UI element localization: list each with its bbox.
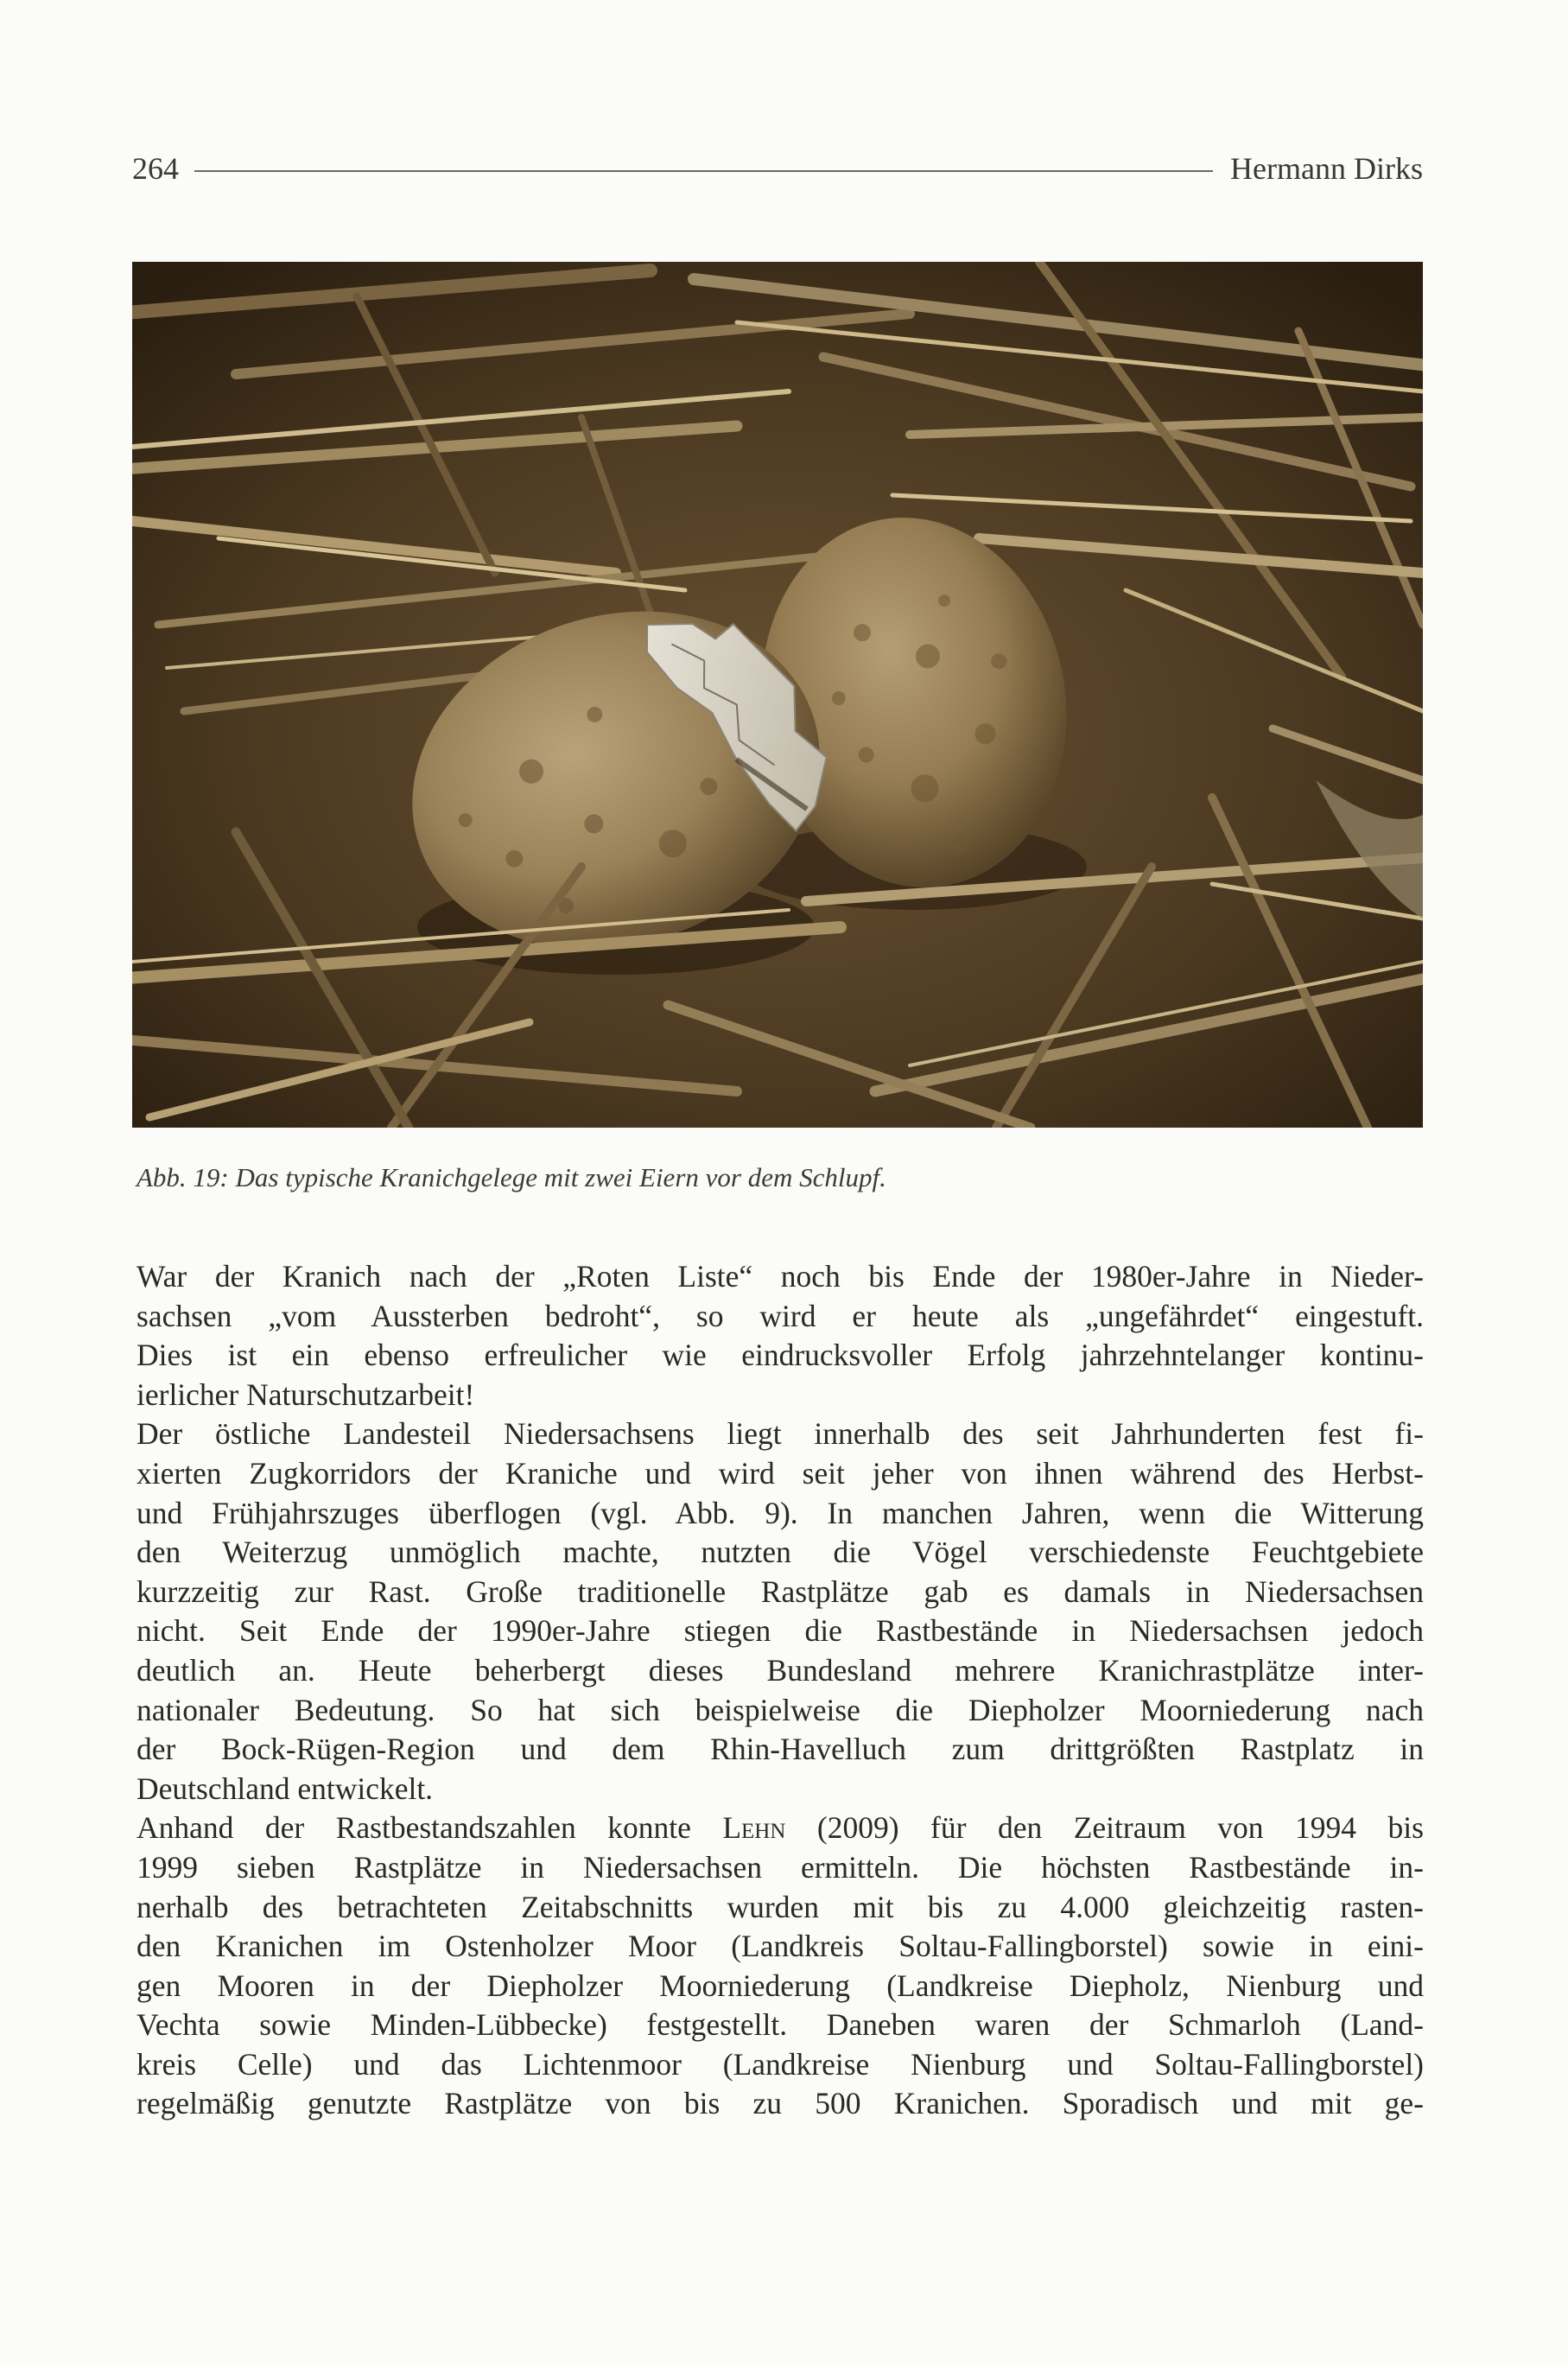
text-line: nationaler Bedeutung. So hat sich beispielweise die Diepholzer Moorniederung nach [136,1692,1424,1727]
figure-caption: Abb. 19: Das typische Kranichgelege mit zwei Eiern vor dem Schlupf. [136,1162,886,1192]
text-line: kurzzeitig zur Rast. Große traditionelle Rastplätze gab es damals in Niedersachsen [136,1573,1424,1609]
crane-nest-photo [132,262,1423,1128]
text-line: Der östliche Landesteil Niedersachsens liegt innerhalb des seit Jahrhunderten fest fi- [136,1416,1424,1452]
running-header [132,147,1423,190]
text-line: und Frühjahrszuges überflogen (vgl. Abb. 9). In manchen Jahren, wenn die Witterung [136,1495,1424,1530]
text-line: Dies ist ein ebenso erfreulicher wie eindrucksvoller Erfolg jahrzehntelanger kontinu- [136,1338,1424,1373]
header-rule [194,170,1213,172]
paragraph-2 [136,1415,1424,1809]
text-line: gen Mooren in der Diepholzer Moorniederung (Landkreise Diepholz, Nienburg und [136,1968,1424,2003]
text-line: kreis Celle) und das Lichtenmoor (Landkreise Nienburg und Soltau-Fallingborstel) [136,2046,1424,2082]
text-line: 1999 sieben Rastplätze in Niedersachsen ermitteln. Die höchsten Rastbestände in- [136,1849,1424,1885]
text-line: Vechta sowie Minden-Lübbecke) festgestellt. Daneben waren der Schmarloh (Land- [136,2007,1424,2043]
figure-photo [132,262,1423,1128]
text-line: der Bock-Rügen-Region und dem Rhin-Havelluch zum drittgrößten Rastplatz in [136,1732,1424,1767]
paragraph-3 [136,1809,1424,2124]
text-line: den Kranichen im Ostenholzer Moor (Landkreis Soltau-Fallingborstel) sowie in eini- [136,1929,1424,1964]
text-line: xierten Zugkorridors der Kraniche und wird seit jeher von ihnen während des Herbst- [136,1455,1424,1491]
text-line: Deutschland entwickelt. [136,1771,434,1806]
running-author: Hermann Dirks [1230,151,1423,186]
text-line: ierlicher Naturschutzarbeit! [136,1376,475,1412]
text-line [136,1809,1424,1848]
text-line: regelmäßig genutzte Rastplätze von bis zu 500 Kranichen. Sporadisch und mit ge- [136,2086,1424,2121]
text-line: War der Kranich nach der „Roten Liste“ noch bis Ende der 1980er-Jahre in Nieder- [136,1259,1424,1294]
page-number: 264 [132,151,179,186]
body-text [136,1257,1424,2124]
text-line: sachsen „vom Aussterben bedroht“, so wird er heute als „ungefährdet“ eingestuft. [136,1298,1424,1333]
text-fragment: (2009) für den Zeitraum von 1994 bis [785,1810,1424,1846]
text-fragment: Anhand der Rastbestandszahlen konnte [136,1810,723,1846]
cited-author: Lehn [722,1810,786,1846]
text-line: nerhalb des betrachteten Zeitabschnitts wurden mit bis zu 4.000 gleichzeitig rasten- [136,1889,1424,1924]
text-line: nicht. Seit Ende der 1990er-Jahre stiegen die Rastbestände in Niedersachsen jedoch [136,1613,1424,1649]
text-line: deutlich an. Heute beherbergt dieses Bundesland mehrere Kranichrastplätze inter- [136,1652,1424,1688]
text-line: den Weiterzug unmöglich machte, nutzten die Vögel verschiedenste Feuchtgebiete [136,1535,1424,1570]
paragraph-1 [136,1257,1424,1415]
